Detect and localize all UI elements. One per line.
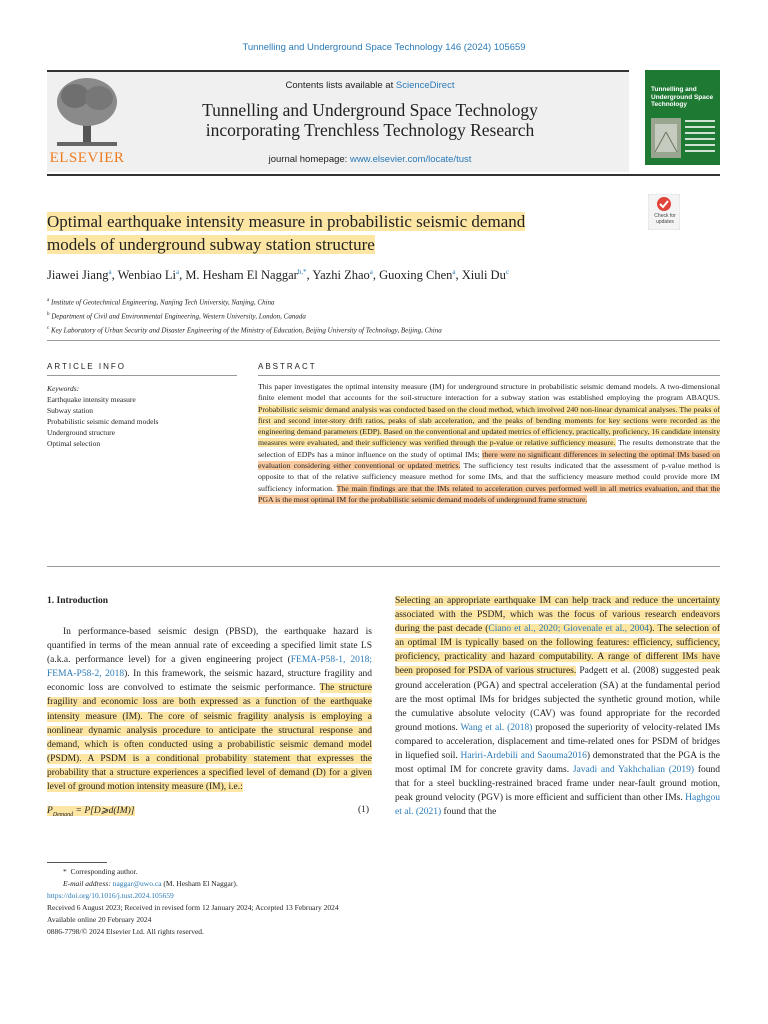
ref-hariri-ardebili[interactable]: Hariri-Ardebili and Saouma2016 xyxy=(460,751,587,762)
email-link[interactable]: naggar@uwo.ca xyxy=(112,879,162,888)
intro-right-text2: proposed the superiority of velocity-related IMs compared to acceleration, displacement and time-related ones for PSDM of bridges in liquefied soil. xyxy=(395,722,721,762)
abstract-bottom-divider xyxy=(47,566,720,567)
intro-right-text3: ) demonstrated that the PGA is the most optimal IM for concrete gravity dams. xyxy=(395,751,720,776)
article-title-line1: Optimal earthquake intensity measure in probabilistic seismic demand xyxy=(47,212,526,231)
publisher-name: ELSEVIER xyxy=(49,150,125,166)
footnotes xyxy=(47,866,647,938)
author-separator: , xyxy=(455,268,462,283)
keyword-item: Subway station xyxy=(47,406,94,415)
cover-photo-icon xyxy=(651,118,681,158)
doi-link[interactable]: https://doi.org/10.1016/j.tust.2024.105659 xyxy=(47,891,174,900)
corresponding-author-note: * Corresponding author. xyxy=(63,867,138,876)
intro-left-highlight: The structure fragility and economic loss are both expressed as a function of the earthquake intensity measure (IM). The core of seismic fragility analysis is employing a nonlinear dynamic analysis procedure to anticipate the structural response and demand, which is often conducted using a probabilistic seismic demand model (PSDM). A PSDM is a conditional probability statement that expresses the probability that a structure experiences a specified level of demand (D) for a given level of ground motion intensity measure (IM), i.e.: xyxy=(47,683,372,793)
cover-toc-lines xyxy=(685,120,715,152)
email-note xyxy=(47,878,647,890)
author-separator: , xyxy=(179,268,186,283)
check-for-updates-label: Check for updates xyxy=(654,213,676,225)
abstract-part6-highlight: The main findings are that the IMs related to acceleration curves performed well in all metrics evaluation, and that the PGA is the most optimal IM for the probabilistic seismic demand models of underground frame structure. xyxy=(258,483,721,504)
section-heading-introduction: 1. Introduction xyxy=(47,596,109,606)
author-name[interactable]: Jiawei Jiang xyxy=(47,268,109,283)
intro-right-text5: found that the xyxy=(441,807,497,818)
keyword-list xyxy=(47,394,237,449)
abstract-part2-highlight: Probabilistic seismic demand analysis was conducted based on the cloud method, which involved 240 non-linear dynamical analyses. The peaks of first and second inter-story drift ratios, peaks of slab acceleration, and the peaks of bending moments for key sections were recorded as the engineering demand parameters (EDP). Based on the conventional and updated metrics of efficiency, practically, proficiency, 16 candidate intensity measures were evaluated, and their sufficiency was verified through the p-value or relative sufficiency measure. xyxy=(258,404,720,448)
homepage-link[interactable]: www.elsevier.com/locate/tust xyxy=(349,154,472,165)
affiliation-list xyxy=(47,295,707,336)
intro-right-text1: Padgett et al. (2008) suggested peak ground acceleration (PGA) and spectral acceleration (SA) at the fundamental period are the most optimal IMs for bridges subjected the synthetic ground motion, while the cumulative absolute velocity (CAV) was found appropriate for the recorded ground motions. xyxy=(395,666,721,733)
ref-wang[interactable]: Wang et al. (2018) xyxy=(460,722,533,733)
article-info-heading: ARTICLE INFO xyxy=(47,362,126,371)
contents-line xyxy=(150,80,590,91)
article-title-line2: models of underground subway station structure xyxy=(47,235,375,254)
intro-left-text2: ). In this framework, the seismic hazard, structure fragility and economic loss are convolved to estimate the seismic performance. xyxy=(47,669,372,694)
affiliation-item xyxy=(47,309,707,323)
keyword-item: Earthquake intensity measure xyxy=(47,395,136,404)
cover-title: Tunnelling and Underground Space Technology xyxy=(651,86,714,108)
equation-rhs: = P[D⩾d(IM)] xyxy=(73,806,135,816)
journal-title-line1: Tunnelling and Underground Space Technology xyxy=(202,100,538,120)
keyword-item: Probabilistic seismic demand models xyxy=(47,417,159,426)
author-affiliation-marker[interactable]: b,* xyxy=(297,268,307,276)
affiliation-marker: a xyxy=(47,298,50,303)
abstract-part3: The results demonstrate that the selection of EDPs has a minor influence on the study of optimal IMs; xyxy=(258,438,720,459)
email-label: E-mail address: xyxy=(63,879,113,888)
affiliation-item xyxy=(47,323,707,337)
available-online-date: Available online 20 February 2024 xyxy=(47,915,152,924)
email-suffix: (M. Hesham El Naggar). xyxy=(161,879,238,888)
intro-left-text1: In performance-based seismic design (PBSD), the earthquake hazard is quantified in terms of the mean annual rate of exceeding a specified limit state LS (a.k.a. performance level) for a given engineering project ( xyxy=(47,627,372,666)
keyword-item: Underground structure xyxy=(47,428,115,437)
keyword-item: Optimal selection xyxy=(47,439,101,448)
author-affiliation-marker[interactable]: c xyxy=(505,268,509,276)
equation-number: (1) xyxy=(358,805,370,815)
author-name[interactable]: Guoxing Chen xyxy=(379,268,453,283)
journal-title xyxy=(150,100,590,140)
sciencedirect-link[interactable]: ScienceDirect xyxy=(395,80,455,91)
author-name[interactable]: Xiuli Du xyxy=(461,268,506,283)
affiliation-text: Key Laboratory of Urban Security and Disaster Engineering of the Ministry of Education, Beijing University of Technology, Beijing, China xyxy=(50,325,442,334)
abstract-part4-highlight: there were no significant differences in selecting the optimal IMs based on evaluation considering either conventional or updated metrics. xyxy=(258,449,720,471)
ref-haghgou[interactable]: Haghgou et al. (2021) xyxy=(395,793,720,818)
author-list xyxy=(47,268,707,283)
author-name[interactable]: Wenbiao Li xyxy=(117,268,176,283)
journal-title-line2: incorporating Trenchless Technology Research xyxy=(205,120,535,140)
abstract-heading: ABSTRACT xyxy=(258,362,317,371)
author-affiliation-marker[interactable]: a xyxy=(175,268,180,276)
ref-fema[interactable]: FEMA-P58-1, 2018; FEMA-P58-2, 2018 xyxy=(47,655,373,680)
author-separator: , xyxy=(111,268,118,283)
affiliation-text: Institute of Geotechnical Engineering, Nanjing Tech University, Nanjing, China xyxy=(50,298,275,307)
received-dates: Received 6 August 2023; Received in revised form 12 January 2024; Accepted 13 February 2024 xyxy=(47,903,339,912)
intro-right-highlight1: Selecting an appropriate earthquake IM can help track and reduce the uncertainty associated with the PSDM, which was the focus of various research endeavors during the past decade ( xyxy=(395,596,720,635)
copyright-notice: 0886-7798/© 2024 Elsevier Ltd. All rights reserved. xyxy=(47,927,204,936)
affiliation-divider xyxy=(47,340,720,341)
equation-1 xyxy=(47,805,372,818)
abstract-part5: The sufficiency test results indicated that the assessment of p-value method is opposite to that of the relative sufficiency measure method for some IMs, and that the sufficiency measure method could provide more IM sufficiency information. xyxy=(258,461,720,493)
keywords-label: Keywords: xyxy=(47,384,80,393)
corresponding-author-text: Corresponding author. xyxy=(70,867,138,876)
equation-subscript: Demand xyxy=(52,811,74,818)
abstract-divider xyxy=(258,375,720,376)
author-separator: , xyxy=(306,268,313,283)
author-separator: , xyxy=(372,268,380,283)
abstract-body xyxy=(258,381,720,505)
ref-ciano-giovenale[interactable]: Ciano et al., 2020; Giovenale et al., 2004 xyxy=(488,624,650,635)
ref-javadi[interactable]: Javadi and Yakhchalian (2019) xyxy=(572,765,695,776)
intro-right-highlight1b: ). The selection of an optimal IM is typically based on the following features: efficiency, sufficiency, proficiency, practicality and hazard computability. A range of different IMs have been proposed for PSDA of various structures. xyxy=(395,624,720,677)
homepage-prefix: journal homepage: xyxy=(268,154,350,165)
affiliation-text: Department of Civil and Environmental Engineering, Western University, London, Canada xyxy=(51,312,306,321)
article-title xyxy=(47,210,602,256)
intro-right-text4: found that for a steel buckling-restrained braced frame under near-fault ground motion, peak ground velocity (PGV) is more efficient and sufficient than other IMs. xyxy=(395,765,720,804)
article-info-divider xyxy=(47,375,237,376)
contents-prefix: Contents lists available at xyxy=(285,80,396,91)
intro-right-column xyxy=(395,594,720,820)
affiliation-marker: b xyxy=(47,311,50,317)
author-name[interactable]: M. Hesham El Naggar xyxy=(185,268,298,283)
homepage-line xyxy=(150,154,590,165)
author-affiliation-marker[interactable]: a xyxy=(452,268,456,276)
journal-citation[interactable]: Tunnelling and Underground Space Technology 146 (2024) 105659 xyxy=(242,42,526,53)
equation-lhs: P xyxy=(47,806,53,816)
header-divider xyxy=(47,174,720,176)
abstract-part1: This paper investigates the optimal intensity measure (IM) for underground structure in probabilistic seismic demand models. A two-dimensional finite element model that accounts for the soil-structure interaction for a subway station was established employing the program ABAQUS. xyxy=(258,382,720,403)
author-affiliation-marker[interactable]: a xyxy=(369,268,373,276)
affiliation-item xyxy=(47,295,707,309)
footnote-divider xyxy=(47,862,107,863)
intro-left-column xyxy=(47,625,372,794)
affiliation-marker: c xyxy=(47,325,50,331)
author-affiliation-marker[interactable]: a xyxy=(108,268,112,276)
keywords-block xyxy=(47,383,237,449)
author-name[interactable]: Yazhi Zhao xyxy=(312,268,370,283)
journal-cover-image[interactable] xyxy=(645,70,720,165)
